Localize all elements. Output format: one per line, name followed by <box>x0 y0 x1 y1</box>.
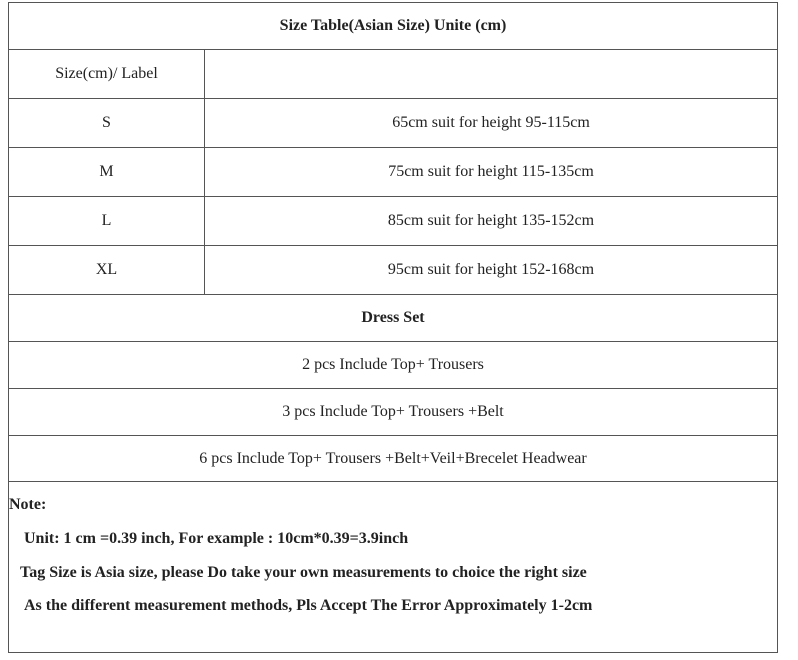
note-section <box>9 482 777 652</box>
dress-set-row <box>9 342 777 389</box>
header-value <box>205 50 777 98</box>
size-desc: 85cm suit for height 135-152cm <box>387 212 595 229</box>
dress-set-title: Dress Set <box>361 309 425 326</box>
dress-set-title-row <box>9 295 777 342</box>
note-line: Tag Size is Asia size, please Do take your own measurements to choice the right size <box>20 564 587 581</box>
size-label: S <box>9 99 205 147</box>
size-desc: 75cm suit for height 115-135cm <box>388 163 594 180</box>
size-label: XL <box>9 246 205 294</box>
size-label: L <box>9 197 205 245</box>
size-label: M <box>9 148 205 196</box>
size-desc: 65cm suit for height 95-115cm <box>392 114 590 131</box>
size-row-s <box>9 99 777 148</box>
size-row-m <box>9 148 777 197</box>
dress-set-item: 3 pcs Include Top+ Trousers +Belt <box>282 403 504 420</box>
note-line: As the different measurement methods, Pls Accept The Error Approximately 1-2cm <box>24 597 593 614</box>
size-desc: 95cm suit for height 152-168cm <box>387 261 595 278</box>
dress-set-row <box>9 436 777 482</box>
dress-set-row <box>9 389 777 436</box>
size-table <box>8 2 778 653</box>
table-header-row <box>9 50 777 99</box>
table-title-row <box>9 3 777 50</box>
size-row-xl <box>9 246 777 295</box>
note-line: Unit: 1 cm =0.39 inch, For example : 10cm*0.39=3.9inch <box>24 530 409 547</box>
table-title: Size Table(Asian Size) Unite (cm) <box>279 17 507 34</box>
dress-set-item: 6 pcs Include Top+ Trousers +Belt+Veil+Brecelet Headwear <box>199 449 587 467</box>
dress-set-item: 2 pcs Include Top+ Trousers <box>302 356 484 373</box>
size-row-l <box>9 197 777 246</box>
header-label: Size(cm)/ Label <box>9 50 205 98</box>
note-heading: Note: <box>9 496 47 513</box>
